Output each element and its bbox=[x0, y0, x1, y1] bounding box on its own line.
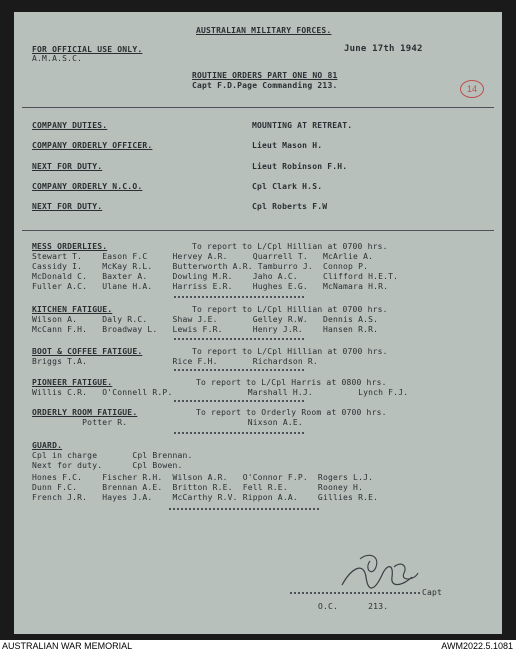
section-title: PIONEER FATIGUE. bbox=[32, 378, 113, 387]
section-instruction: To report to L/Cpl Hillian at 0700 hrs. bbox=[192, 242, 388, 251]
footer-source: AUSTRALIAN WAR MEMORIAL bbox=[2, 641, 133, 651]
signature-line bbox=[290, 592, 420, 594]
section-title: KITCHEN FATIGUE. bbox=[32, 305, 113, 314]
name-row: Dunn F.C. Brennan A.E. Britton R.E. Fell R.E. Rooney H. bbox=[32, 483, 364, 492]
name-row: Briggs T.A. Rice F.H. Richardson R. bbox=[32, 357, 318, 366]
name-row: McCann F.H. Broadway L. Lewis F.R. Henry J.R. Hansen R.R. bbox=[32, 325, 379, 334]
handwritten-signature bbox=[334, 547, 424, 597]
section-instruction: To report to L/Cpl Hillian at 0700 hrs. bbox=[192, 305, 388, 314]
separator-dots bbox=[169, 508, 319, 510]
section-instruction: To report to L/Cpl Harris at 0800 hrs. bbox=[196, 378, 387, 387]
section-title: MESS ORDERLIES. bbox=[32, 242, 108, 251]
name-row: Wilson A. Daly R.C. Shaw J.E. Gelley R.W. Dennis A.S. bbox=[32, 315, 379, 324]
section-instruction: To report to L/Cpl Hillian at 0700 hrs. bbox=[192, 347, 388, 356]
name-row: Next for duty. Cpl Bowen. bbox=[32, 461, 183, 470]
duty-label: COMPANY ORDERLY OFFICER. bbox=[32, 141, 153, 150]
duty-value: Lieut Robinson F.H. bbox=[252, 162, 348, 171]
org-heading: AUSTRALIAN MILITARY FORCES. bbox=[196, 26, 332, 35]
duty-value: Cpl Clark H.S. bbox=[252, 182, 323, 191]
name-row: Potter R. Nixson A.E. bbox=[32, 418, 303, 427]
duty-value: Lieut Mason H. bbox=[252, 141, 323, 150]
name-row: Cpl in charge Cpl Brennan. bbox=[32, 451, 193, 460]
name-row: McDonald C. Baxter A. Dowling M.R. Jaho A.C. Clifford H.E.T. bbox=[32, 272, 399, 281]
separator-dots bbox=[174, 432, 304, 434]
classification: FOR OFFICIAL USE ONLY. bbox=[32, 45, 143, 54]
order-commander: Capt F.D.Page Commanding 213. bbox=[192, 81, 338, 90]
name-row: Willis C.R. O'Connell R.P. Marshall H.J. Lynch F.J. bbox=[32, 388, 409, 397]
section-title: BOOT & COFFEE FATIGUE. bbox=[32, 347, 143, 356]
section-instruction: To report to Orderly Room at 0700 hrs. bbox=[196, 408, 387, 417]
name-row: Fuller A.C. Ulane H.A. Harriss E.R. Hughes E.G. McNamara H.R. bbox=[32, 282, 389, 291]
signatory-rank: Capt bbox=[422, 588, 443, 597]
signatory-unit: O.C. 213. bbox=[318, 602, 389, 611]
duty-label: COMPANY DUTIES. bbox=[32, 121, 108, 130]
duty-label: COMPANY ORDERLY N.C.O. bbox=[32, 182, 143, 191]
name-row: Cassidy I. McKay R.L. Butterworth A.R. Tamburro J. Connop P. bbox=[32, 262, 369, 271]
unit-code: A.M.A.S.C. bbox=[32, 54, 83, 63]
separator-dots bbox=[174, 369, 304, 371]
separator-dots bbox=[174, 338, 304, 340]
duty-value: MOUNTING AT RETREAT. bbox=[252, 121, 353, 130]
footer-bar bbox=[0, 641, 516, 653]
section-title: GUARD. bbox=[32, 441, 63, 450]
duty-label: NEXT FOR DUTY. bbox=[32, 202, 103, 211]
name-row: Hones F.C. Fischer R.H. Wilson A.R. O'Connor F.P. Rogers L.J. bbox=[32, 473, 374, 482]
rule-top bbox=[22, 107, 494, 108]
order-title: ROUTINE ORDERS PART ONE NO 81 bbox=[192, 71, 338, 80]
rule-mid bbox=[22, 230, 494, 231]
document-page bbox=[14, 12, 502, 634]
name-row: Stewart T. Eason F.C Hervey A.R. Quarrell T. McArlie A. bbox=[32, 252, 374, 261]
duty-label: NEXT FOR DUTY. bbox=[32, 162, 103, 171]
duty-value: Cpl Roberts F.W bbox=[252, 202, 328, 211]
order-date: June 17th 1942 bbox=[344, 44, 423, 54]
separator-dots bbox=[174, 400, 304, 402]
footer-accession-id: AWM2022.5.1081 bbox=[441, 641, 513, 651]
section-title: ORDERLY ROOM FATIGUE. bbox=[32, 408, 138, 417]
name-row: French J.R. Hayes J.A. McCarthy R.V. Rippon A.A. Gillies R.E. bbox=[32, 493, 379, 502]
folio-stamp: 14 bbox=[460, 80, 484, 98]
separator-dots bbox=[174, 296, 304, 298]
